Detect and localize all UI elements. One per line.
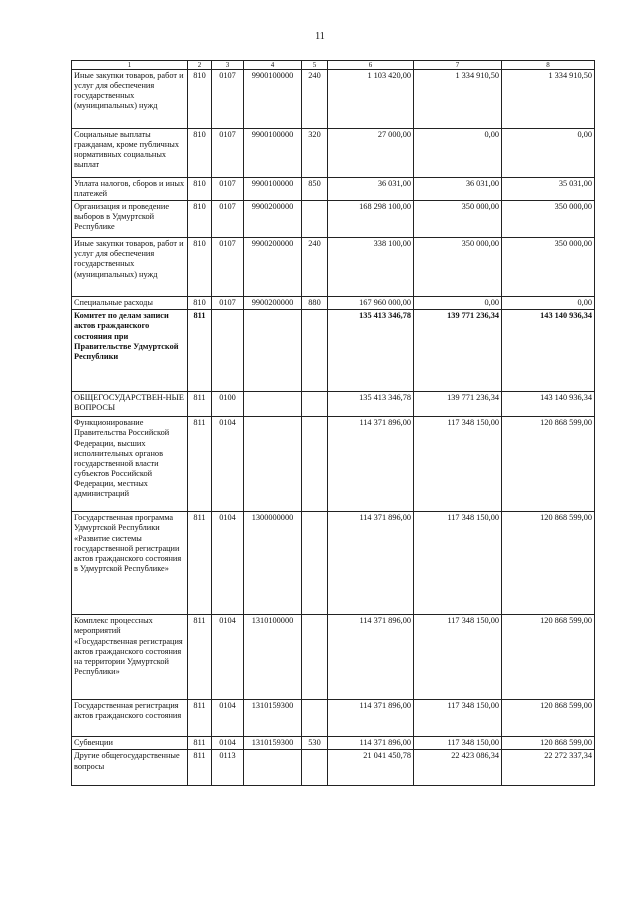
amount-col-8: 1 334 910,50 [502,70,595,129]
row-name: Комплекс процессных мероприятий «Государственная регистрация актов гражданского состояния на территории Удмуртской Республики» [72,615,188,700]
amount-col-7: 117 348 150,00 [414,737,502,750]
row-name: Государственная регистрация актов гражданского состояния [72,700,188,737]
ministry-code: 811 [188,417,212,512]
amount-col-8: 120 868 599,00 [502,417,595,512]
table-row [72,201,595,238]
row-name: Комитет по делам записи актов гражданского состояния при Правительстве Удмуртской Республики [72,310,188,392]
table-row [72,392,595,417]
ministry-code: 810 [188,129,212,178]
section-code: 0100 [212,392,244,417]
ministry-code: 811 [188,512,212,615]
amount-col-7: 117 348 150,00 [414,700,502,737]
table-row [72,297,595,310]
amount-col-8: 22 272 337,34 [502,750,595,786]
amount-col-8: 120 868 599,00 [502,615,595,700]
row-name: Другие общегосударственные вопросы [72,750,188,786]
target-article-code [244,417,302,512]
target-article-code: 9900100000 [244,129,302,178]
table-body [72,70,595,786]
ministry-code: 811 [188,750,212,786]
ministry-code: 811 [188,310,212,392]
amount-col-6: 114 371 896,00 [328,700,414,737]
ministry-code: 811 [188,615,212,700]
row-name: Социальные выплаты гражданам, кроме публичных нормативных социальных выплат [72,129,188,178]
expense-type-code: 530 [302,737,328,750]
section-code: 0104 [212,512,244,615]
target-article-code [244,750,302,786]
target-article-code: 1310159300 [244,700,302,737]
target-article-code: 9900100000 [244,178,302,201]
column-header: 3 [212,61,244,70]
table-row [72,417,595,512]
section-code: 0107 [212,178,244,201]
section-code: 0104 [212,700,244,737]
column-number-row [72,61,595,70]
target-article-code [244,392,302,417]
column-header: 4 [244,61,302,70]
amount-col-8: 0,00 [502,297,595,310]
ministry-code: 811 [188,392,212,417]
expense-type-code: 880 [302,297,328,310]
row-name: Специальные расходы [72,297,188,310]
amount-col-7: 0,00 [414,297,502,310]
target-article-code [244,310,302,392]
column-header: 2 [188,61,212,70]
amount-col-7: 139 771 236,34 [414,392,502,417]
table-row [72,70,595,129]
target-article-code: 1300000000 [244,512,302,615]
section-code [212,310,244,392]
amount-col-8: 35 031,00 [502,178,595,201]
amount-col-6: 114 371 896,00 [328,615,414,700]
table-row [72,737,595,750]
amount-col-6: 168 298 100,00 [328,201,414,238]
row-name: Уплата налогов, сборов и иных платежей [72,178,188,201]
expense-type-code: 850 [302,178,328,201]
target-article-code: 9900100000 [244,70,302,129]
ministry-code: 811 [188,737,212,750]
row-name: Субвенции [72,737,188,750]
expense-type-code [302,392,328,417]
target-article-code: 9900200000 [244,297,302,310]
table-row [72,178,595,201]
amount-col-8: 120 868 599,00 [502,700,595,737]
expense-type-code [302,512,328,615]
table-row [72,129,595,178]
amount-col-6: 36 031,00 [328,178,414,201]
amount-col-8: 350 000,00 [502,201,595,238]
table-row [72,615,595,700]
table-row [72,310,595,392]
section-code: 0107 [212,129,244,178]
table-row [72,750,595,786]
column-header: 8 [502,61,595,70]
column-header: 6 [328,61,414,70]
amount-col-7: 117 348 150,00 [414,615,502,700]
amount-col-7: 117 348 150,00 [414,512,502,615]
table-row [72,238,595,297]
column-header: 7 [414,61,502,70]
amount-col-8: 120 868 599,00 [502,512,595,615]
amount-col-6: 338 100,00 [328,238,414,297]
amount-col-7: 350 000,00 [414,201,502,238]
amount-col-7: 36 031,00 [414,178,502,201]
row-name: Иные закупки товаров, работ и услуг для обеспечения государственных (муниципальных) нужд [72,70,188,129]
expense-type-code: 240 [302,238,328,297]
amount-col-6: 114 371 896,00 [328,417,414,512]
ministry-code: 810 [188,178,212,201]
row-name: Государственная программа Удмуртской Республики «Развитие системы государственной регистрации актов гражданского состояния в Удмуртской Республике» [72,512,188,615]
section-code: 0104 [212,615,244,700]
table-row [72,512,595,615]
amount-col-6: 27 000,00 [328,129,414,178]
expense-type-code [302,615,328,700]
amount-col-6: 114 371 896,00 [328,512,414,615]
expense-type-code [302,201,328,238]
ministry-code: 811 [188,700,212,737]
amount-col-7: 350 000,00 [414,238,502,297]
section-code: 0107 [212,297,244,310]
section-code: 0113 [212,750,244,786]
amount-col-8: 143 140 936,34 [502,392,595,417]
target-article-code: 9900200000 [244,238,302,297]
column-header: 5 [302,61,328,70]
section-code: 0107 [212,238,244,297]
amount-col-6: 21 041 450,78 [328,750,414,786]
target-article-code: 9900200000 [244,201,302,238]
expense-type-code: 240 [302,70,328,129]
expense-type-code [302,417,328,512]
ministry-code: 810 [188,238,212,297]
ministry-code: 810 [188,201,212,238]
amount-col-8: 0,00 [502,129,595,178]
amount-col-6: 1 103 420,00 [328,70,414,129]
amount-col-8: 350 000,00 [502,238,595,297]
section-code: 0104 [212,417,244,512]
table-row [72,700,595,737]
amount-col-6: 135 413 346,78 [328,392,414,417]
section-code: 0107 [212,70,244,129]
amount-col-7: 0,00 [414,129,502,178]
amount-col-7: 1 334 910,50 [414,70,502,129]
expense-type-code [302,700,328,737]
amount-col-8: 143 140 936,34 [502,310,595,392]
amount-col-6: 135 413 346,78 [328,310,414,392]
row-name: ОБЩЕГОСУДАРСТВЕН-НЫЕ ВОПРОСЫ [72,392,188,417]
ministry-code: 810 [188,297,212,310]
amount-col-8: 120 868 599,00 [502,737,595,750]
column-header: 1 [72,61,188,70]
target-article-code: 1310159300 [244,737,302,750]
ministry-code: 810 [188,70,212,129]
amount-col-7: 139 771 236,34 [414,310,502,392]
amount-col-6: 114 371 896,00 [328,737,414,750]
page-number: 11 [315,31,325,42]
row-name: Иные закупки товаров, работ и услуг для обеспечения государственных (муниципальных) нужд [72,238,188,297]
expense-type-code [302,310,328,392]
target-article-code: 1310100000 [244,615,302,700]
amount-col-7: 22 423 086,34 [414,750,502,786]
expense-type-code [302,750,328,786]
section-code: 0104 [212,737,244,750]
amount-col-6: 167 960 000,00 [328,297,414,310]
budget-table [71,60,595,786]
section-code: 0107 [212,201,244,238]
row-name: Организация и проведение выборов в Удмуртской Республике [72,201,188,238]
expense-type-code: 320 [302,129,328,178]
row-name: Функционирование Правительства Российской Федерации, высших исполнительных органов государственной власти субъектов Российской Федерации, местных администраций [72,417,188,512]
amount-col-7: 117 348 150,00 [414,417,502,512]
